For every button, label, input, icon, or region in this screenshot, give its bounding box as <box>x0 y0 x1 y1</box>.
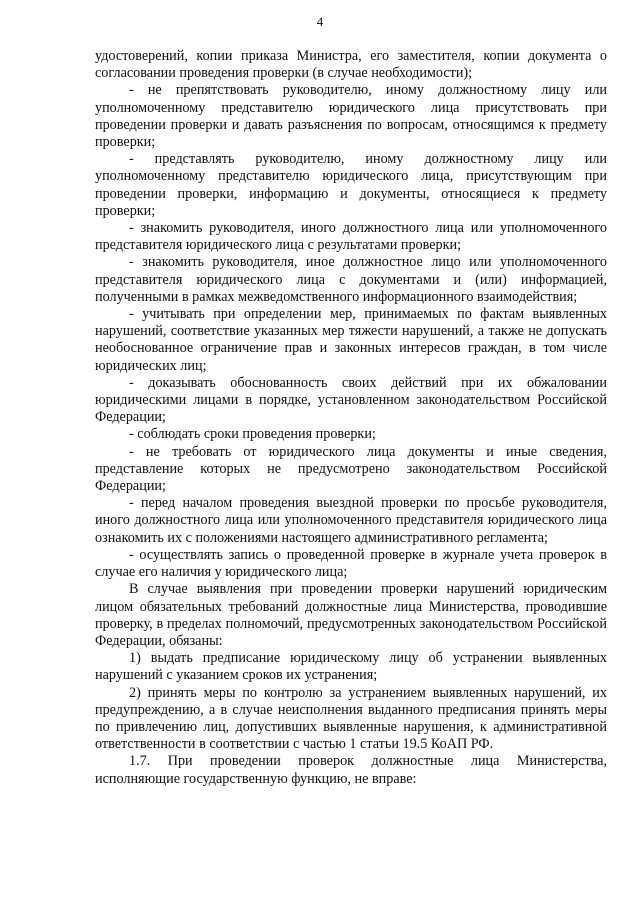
paragraph: - знакомить руководителя, иного должностного лица или уполномоченного представителя юридического лица с результатами проверки; <box>95 220 607 254</box>
paragraph: - представлять руководителю, иному должностному лицу или уполномоченному представителю юридического лица, присутствующим при проведении проверки, информацию и документы, относящиеся к предмету проверки; <box>95 151 607 219</box>
paragraph: удостоверений, копии приказа Министра, его заместителя, копии документа о согласовании проведения проверки (в случае необходимости); <box>95 48 607 82</box>
paragraph: - перед началом проведения выездной проверки по просьбе руководителя, иного должностного лица или уполномоченного представителя юридического лица ознакомить их с положениями настоящего административного регламента; <box>95 495 607 546</box>
paragraph: - не препятствовать руководителю, иному должностному лицу или уполномоченному представителю юридического лица присутствовать при проведении проверки и давать разъяснения по вопросам, относящимся к предмету проверки; <box>95 82 607 151</box>
paragraph: - не требовать от юридического лица документы и иные сведения, представление которых не предусмотрено законодательством Российской Федерации; <box>95 443 607 495</box>
paragraph: 1) выдать предписание юридическому лицу об устранении выявленных нарушений с указанием сроков их устранения; <box>95 650 607 684</box>
paragraph: - знакомить руководителя, иное должностное лицо или уполномоченного представителя юридического лица с документами и (или) информацией, полученными в рамках межведомственного информационного взаимодействия; <box>95 254 607 305</box>
paragraph: 2) принять меры по контролю за устранением выявленных нарушений, их предупреждению, а в случае неисполнения выданного предписания принять меры по привлечению лиц, допустивших выявленные нарушения, к административной ответственности в соответствии с частью 1 статьи 19.5 КоАП РФ. <box>95 684 607 753</box>
paragraph: 1.7. При проведении проверок должностные лица Министерства, исполняющие государственную функцию, не вправе: <box>95 753 607 787</box>
document-body <box>95 48 607 788</box>
paragraph: - доказывать обоснованность своих действий при их обжаловании юридическими лицами в порядке, установленном законодательством Российской Федерации; <box>95 374 607 426</box>
paragraph: - учитывать при определении мер, принимаемых по фактам выявленных нарушений, соответствие указанных мер тяжести нарушений, а также не допускать необоснованное ограничение прав и законных интересов граждан, в том числе юридических лиц; <box>95 306 607 374</box>
paragraph: В случае выявления при проведении проверки нарушений юридическим лицом обязательных требований должностные лица Министерства, проводившие проверку, в пределах полномочий, предусмотренных законодательством Российской Федерации, обязаны: <box>95 581 607 649</box>
page-number: 4 <box>316 14 324 29</box>
paragraph: - соблюдать сроки проведения проверки; <box>129 426 376 443</box>
paragraph: - осуществлять запись о проведенной проверке в журнале учета проверок в случае его наличия у юридического лица; <box>95 546 607 581</box>
